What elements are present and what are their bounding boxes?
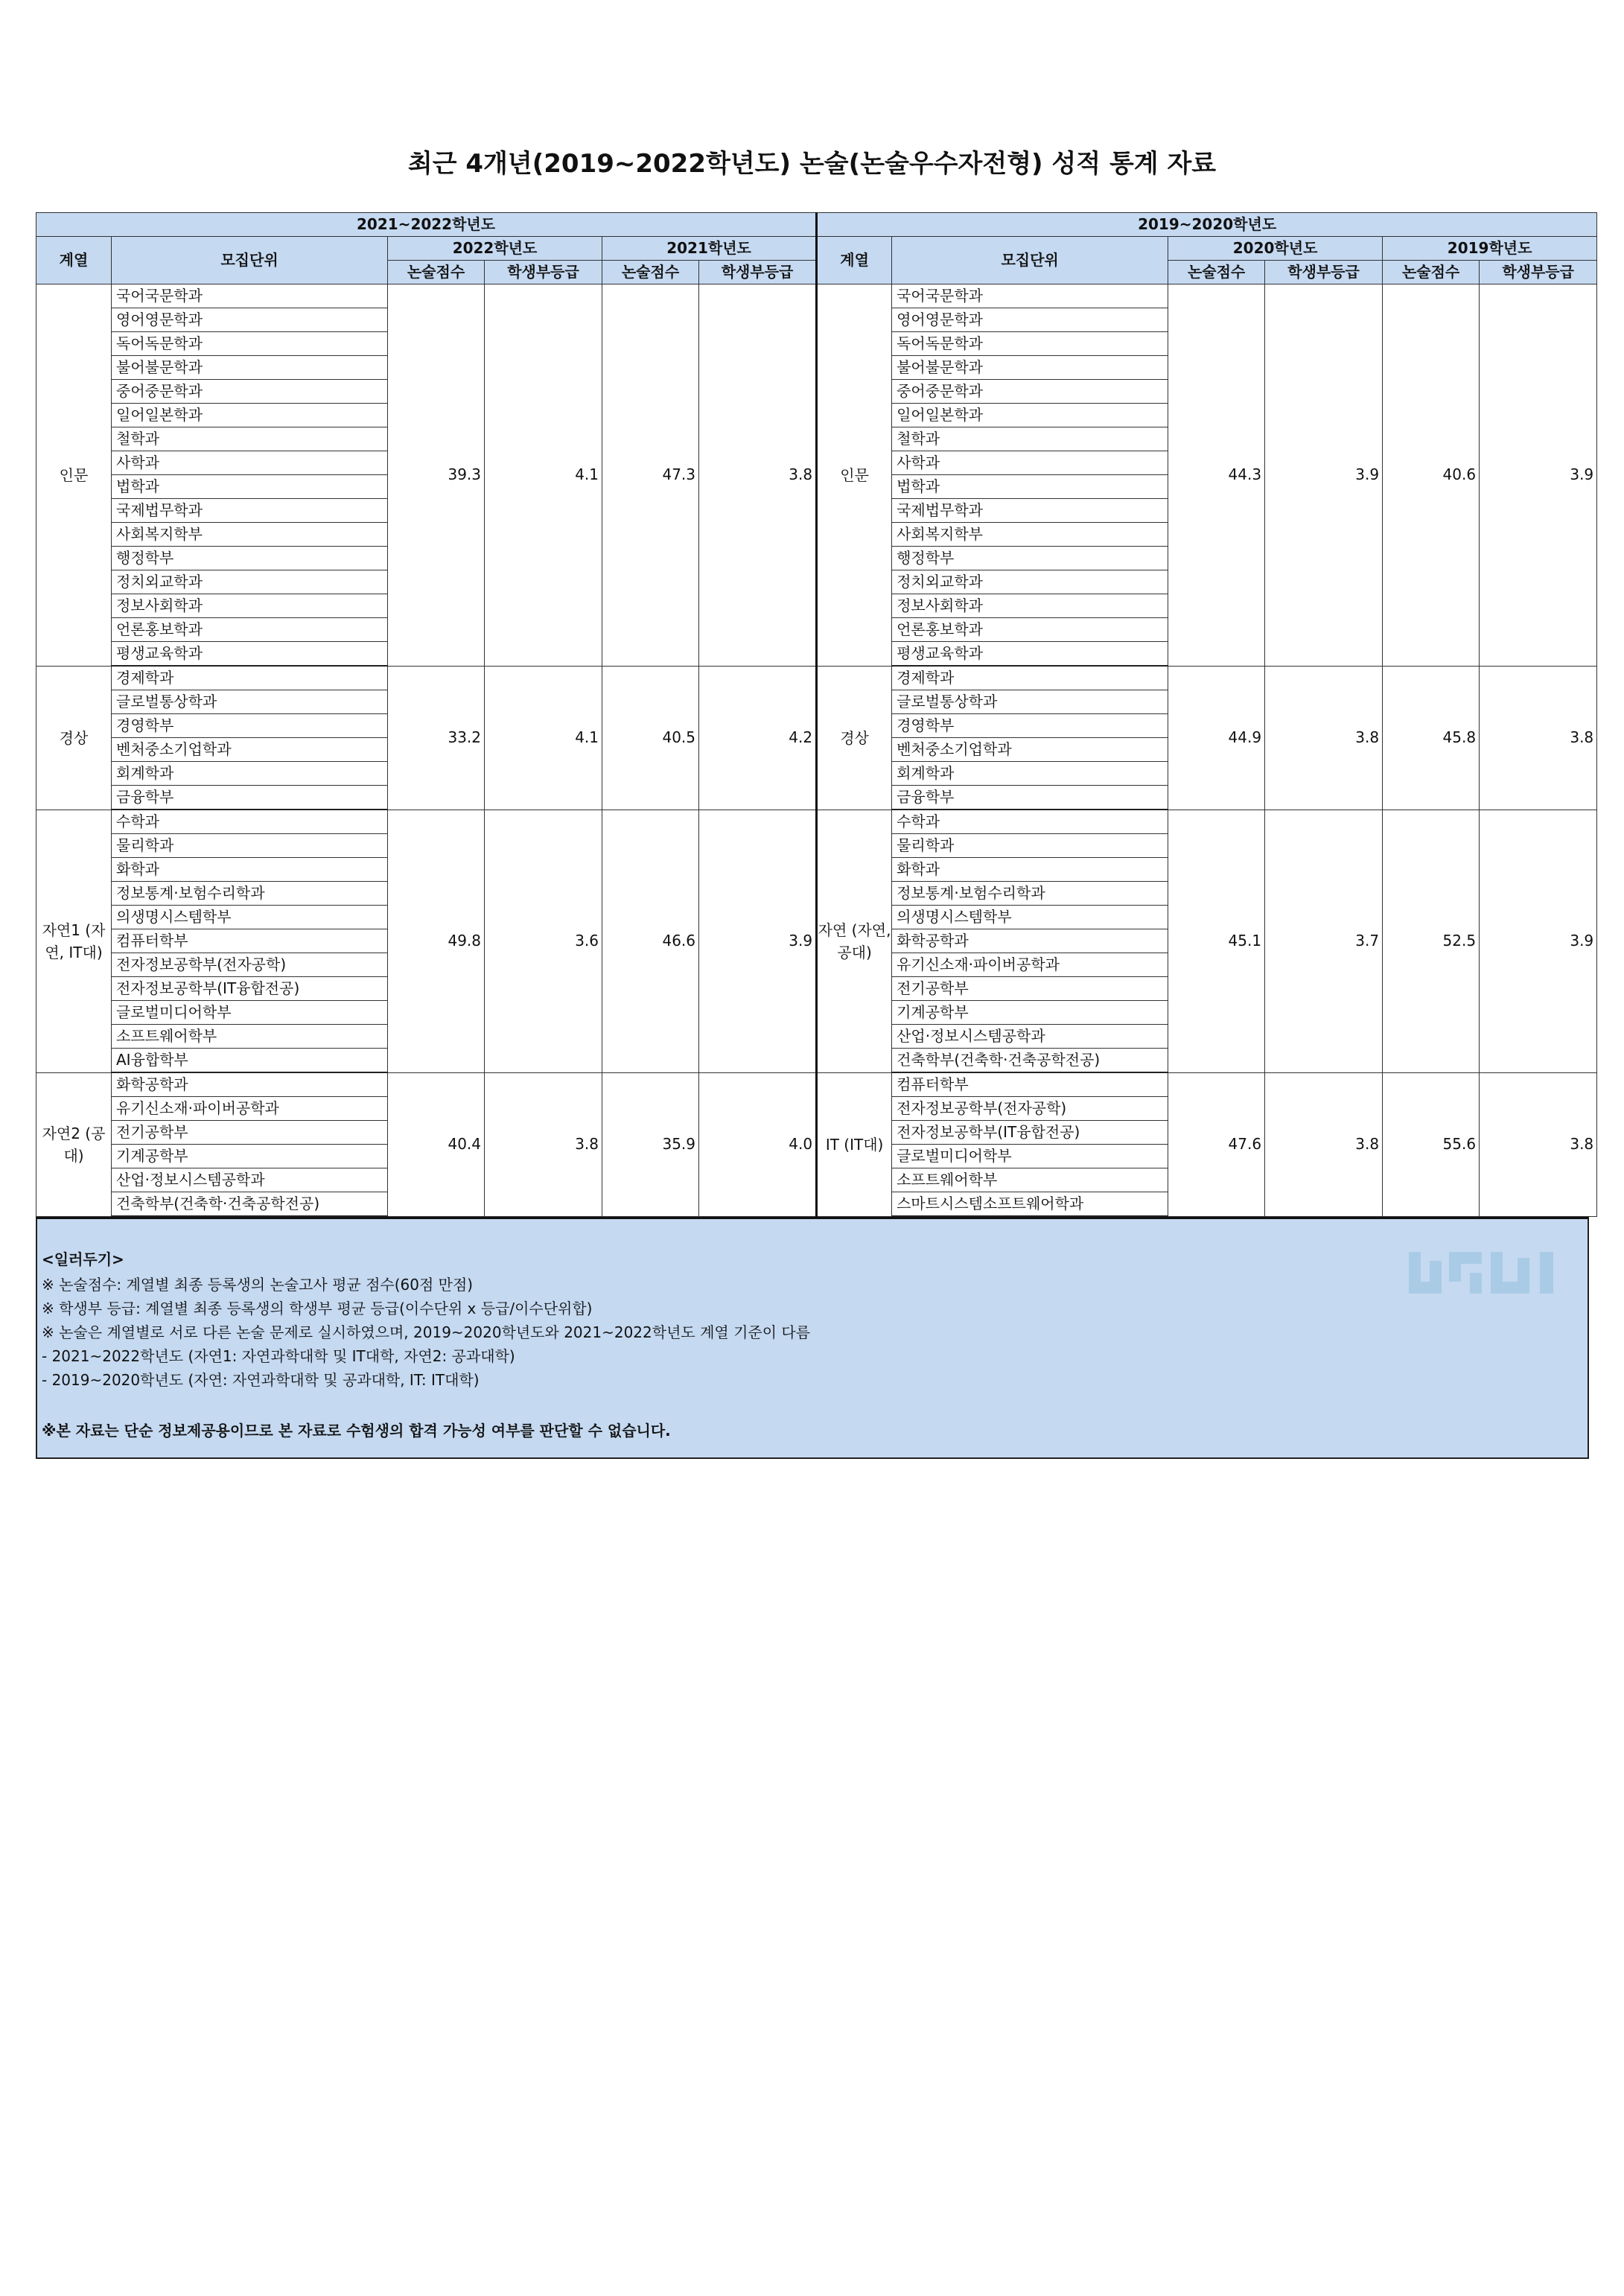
period-header-left: 2021~2022학년도 <box>36 213 817 237</box>
unit-cell: 의생명시스템학부 <box>112 906 388 929</box>
disclaimer-text: ※본 자료는 단순 정보제공용이므로 본 자료로 수험생의 합격 가능성 여부를 판단할 수 없습니다. <box>42 1422 671 1440</box>
unit-cell: 전자정보공학부(IT융합전공) <box>892 1121 1168 1145</box>
unit-cell: 정보사회학과 <box>892 594 1168 618</box>
unit-cell: 영어영문학과 <box>892 308 1168 332</box>
unit-cell: 글로벌통상학과 <box>112 690 388 714</box>
record-grade-header: 학생부등급 <box>699 261 817 284</box>
unit-cell: 기계공학부 <box>112 1145 388 1168</box>
unit-header: 모집단위 <box>892 237 1168 284</box>
unit-cell: 평생교육학과 <box>892 642 1168 667</box>
score-cell: 3.8 <box>1265 666 1383 810</box>
score-cell: 4.2 <box>699 666 817 810</box>
stats-table-body <box>36 284 1597 1217</box>
unit-cell: 독어독문학과 <box>112 332 388 356</box>
category-header: 계열 <box>817 237 892 284</box>
category-cell: 경상 <box>36 666 112 810</box>
table-row <box>36 666 1597 690</box>
unit-cell: 건축학부(건축학·건축공학전공) <box>112 1192 388 1217</box>
unit-cell: 국제법무학과 <box>892 499 1168 523</box>
score-cell: 4.1 <box>485 666 602 810</box>
unit-cell: 경제학과 <box>112 666 388 690</box>
unit-cell: 전자정보공학부(전자공학) <box>892 1097 1168 1121</box>
note-line: ※ 논술점수: 계열별 최종 등록생의 논술고사 평균 점수(60점 만점) <box>42 1276 474 1294</box>
score-cell: 55.6 <box>1383 1072 1480 1216</box>
record-grade-header: 학생부등급 <box>1265 261 1383 284</box>
category-cell: 자연 (자연, 공대) <box>817 810 892 1072</box>
unit-cell: 경제학과 <box>892 666 1168 690</box>
record-grade-header: 학생부등급 <box>1480 261 1597 284</box>
note-line: - 2021~2022학년도 (자연1: 자연과학대학 및 IT대학, 자연2: 공과대학) <box>42 1347 515 1365</box>
unit-cell: 정보통계·보험수리학과 <box>112 882 388 906</box>
score-cell: 4.0 <box>699 1072 817 1216</box>
unit-cell: 소프트웨어학부 <box>892 1168 1168 1192</box>
record-grade-header: 학생부등급 <box>485 261 602 284</box>
unit-header: 모집단위 <box>112 237 388 284</box>
unit-cell: 언론홍보학과 <box>892 618 1168 642</box>
unit-cell: 금융학부 <box>892 786 1168 810</box>
category-cell: IT (IT대) <box>817 1072 892 1216</box>
unit-cell: 불어불문학과 <box>112 356 388 380</box>
score-cell: 45.1 <box>1168 810 1265 1072</box>
unit-cell: 의생명시스템학부 <box>892 906 1168 929</box>
unit-cell: 불어불문학과 <box>892 356 1168 380</box>
unit-cell: 국어국문학과 <box>112 284 388 308</box>
unit-cell: 산업·정보시스템공학과 <box>112 1168 388 1192</box>
unit-cell: 글로벌미디어학부 <box>112 1001 388 1025</box>
unit-cell: 전자정보공학부(IT융합전공) <box>112 977 388 1001</box>
score-cell: 47.6 <box>1168 1072 1265 1216</box>
score-cell: 35.9 <box>602 1072 699 1216</box>
unit-cell: AI융합학부 <box>112 1049 388 1073</box>
unit-cell: 화학공학과 <box>892 929 1168 953</box>
unit-cell: 수학과 <box>892 810 1168 834</box>
unit-cell: 사학과 <box>892 451 1168 475</box>
score-cell: 47.3 <box>602 284 699 667</box>
score-cell: 44.9 <box>1168 666 1265 810</box>
unit-cell: 평생교육학과 <box>112 642 388 667</box>
unit-cell: 국제법무학과 <box>112 499 388 523</box>
unit-cell: 사회복지학부 <box>112 523 388 547</box>
unit-cell: 전자정보공학부(전자공학) <box>112 953 388 977</box>
unit-cell: 일어일본학과 <box>892 404 1168 427</box>
score-cell: 39.3 <box>388 284 485 667</box>
unit-cell: 경영학부 <box>892 714 1168 738</box>
score-cell: 3.8 <box>1265 1072 1383 1216</box>
category-header: 계열 <box>36 237 112 284</box>
unit-cell: 글로벌통상학과 <box>892 690 1168 714</box>
unit-cell: 스마트시스템소프트웨어학과 <box>892 1192 1168 1217</box>
unit-cell: 경영학부 <box>112 714 388 738</box>
score-cell: 3.8 <box>1480 1072 1597 1216</box>
year-header-2021: 2021학년도 <box>602 237 817 261</box>
category-cell: 인문 <box>817 284 892 667</box>
unit-cell: 철학과 <box>112 427 388 451</box>
score-cell: 40.4 <box>388 1072 485 1216</box>
table-row <box>36 1072 1597 1097</box>
unit-cell: 화학과 <box>892 858 1168 882</box>
unit-cell: 기계공학부 <box>892 1001 1168 1025</box>
category-cell: 자연2 (공대) <box>36 1072 112 1216</box>
stats-sheet <box>36 212 1594 1459</box>
note-line: ※ 논술은 계열별로 서로 다른 논술 문제로 실시하였으며, 2019~2020학년도와 2021~2022학년도 계열 기준이 다름 <box>42 1323 811 1341</box>
unit-cell: 사회복지학부 <box>892 523 1168 547</box>
table-row <box>36 284 1597 308</box>
unit-cell: 화학공학과 <box>112 1072 388 1097</box>
unit-cell: 벤처중소기업학과 <box>892 738 1168 762</box>
category-cell: 인문 <box>36 284 112 667</box>
unit-cell: 회계학과 <box>892 762 1168 786</box>
unit-cell: 산업·정보시스템공학과 <box>892 1025 1168 1049</box>
score-cell: 40.6 <box>1383 284 1480 667</box>
page-title: 최근 4개년(2019~2022학년도) 논술(논술우수자전형) 성적 통계 자료 <box>407 149 1217 179</box>
unit-cell: 법학과 <box>892 475 1168 499</box>
score-cell: 3.7 <box>1265 810 1383 1072</box>
year-header-2020: 2020학년도 <box>1168 237 1383 261</box>
unit-cell: 건축학부(건축학·건축공학전공) <box>892 1049 1168 1073</box>
unit-cell: 행정학부 <box>112 547 388 570</box>
score-cell: 3.8 <box>699 284 817 667</box>
score-cell: 3.9 <box>1480 284 1597 667</box>
score-cell: 52.5 <box>1383 810 1480 1072</box>
score-cell: 46.6 <box>602 810 699 1072</box>
unit-cell: 언론홍보학과 <box>112 618 388 642</box>
unit-cell: 철학과 <box>892 427 1168 451</box>
unit-cell: 수학과 <box>112 810 388 834</box>
essay-score-header: 논술점수 <box>1168 261 1265 284</box>
year-header-2022: 2022학년도 <box>388 237 602 261</box>
unit-cell: 영어영문학과 <box>112 308 388 332</box>
unit-cell: 중어중문학과 <box>112 380 388 404</box>
note-line: - 2019~2020학년도 (자연: 자연과학대학 및 공과대학, IT: IT대학) <box>42 1371 480 1389</box>
unit-cell: 전기공학부 <box>892 977 1168 1001</box>
unit-cell: 유기신소재·파이버공학과 <box>892 953 1168 977</box>
unit-cell: 물리학과 <box>112 834 388 858</box>
unit-cell: 정치외교학과 <box>892 570 1168 594</box>
period-header-right: 2019~2020학년도 <box>817 213 1597 237</box>
score-cell: 49.8 <box>388 810 485 1072</box>
score-cell: 3.6 <box>485 810 602 1072</box>
unit-cell: 벤처중소기업학과 <box>112 738 388 762</box>
essay-score-header: 논술점수 <box>1383 261 1480 284</box>
score-cell: 33.2 <box>388 666 485 810</box>
unit-cell: 사학과 <box>112 451 388 475</box>
category-cell: 경상 <box>817 666 892 810</box>
unit-cell: 행정학부 <box>892 547 1168 570</box>
year-header-2019: 2019학년도 <box>1383 237 1597 261</box>
unit-cell: 법학과 <box>112 475 388 499</box>
unit-cell: 정보사회학과 <box>112 594 388 618</box>
unit-cell: 물리학과 <box>892 834 1168 858</box>
score-cell: 3.8 <box>485 1072 602 1216</box>
table-row <box>36 810 1597 834</box>
stats-table <box>36 212 1597 1217</box>
unit-cell: 정보통계·보험수리학과 <box>892 882 1168 906</box>
unit-cell: 일어일본학과 <box>112 404 388 427</box>
score-cell: 4.1 <box>485 284 602 667</box>
score-cell: 3.8 <box>1480 666 1597 810</box>
essay-score-header: 논술점수 <box>388 261 485 284</box>
note-line: ※ 학생부 등급: 계열별 최종 등록생의 학생부 평균 등급(이수단위 x 등급/이수단위합) <box>42 1300 593 1317</box>
university-logo <box>1409 1250 1561 1300</box>
unit-cell: 금융학부 <box>112 786 388 810</box>
unit-cell: 화학과 <box>112 858 388 882</box>
category-cell: 자연1 (자연, IT대) <box>36 810 112 1072</box>
notes-box <box>36 1217 1589 1459</box>
unit-cell: 중어중문학과 <box>892 380 1168 404</box>
unit-cell: 컴퓨터학부 <box>112 929 388 953</box>
essay-score-header: 논술점수 <box>602 261 699 284</box>
score-cell: 40.5 <box>602 666 699 810</box>
unit-cell: 글로벌미디어학부 <box>892 1145 1168 1168</box>
score-cell: 3.9 <box>1265 284 1383 667</box>
score-cell: 44.3 <box>1168 284 1265 667</box>
unit-cell: 컴퓨터학부 <box>892 1072 1168 1097</box>
unit-cell: 국어국문학과 <box>892 284 1168 308</box>
unit-cell: 유기신소재·파이버공학과 <box>112 1097 388 1121</box>
unit-cell: 소프트웨어학부 <box>112 1025 388 1049</box>
unit-cell: 독어독문학과 <box>892 332 1168 356</box>
unit-cell: 회계학과 <box>112 762 388 786</box>
notes-heading: <일러두기> <box>42 1250 124 1268</box>
unit-cell: 전기공학부 <box>112 1121 388 1145</box>
unit-cell: 정치외교학과 <box>112 570 388 594</box>
score-cell: 3.9 <box>699 810 817 1072</box>
score-cell: 45.8 <box>1383 666 1480 810</box>
score-cell: 3.9 <box>1480 810 1597 1072</box>
